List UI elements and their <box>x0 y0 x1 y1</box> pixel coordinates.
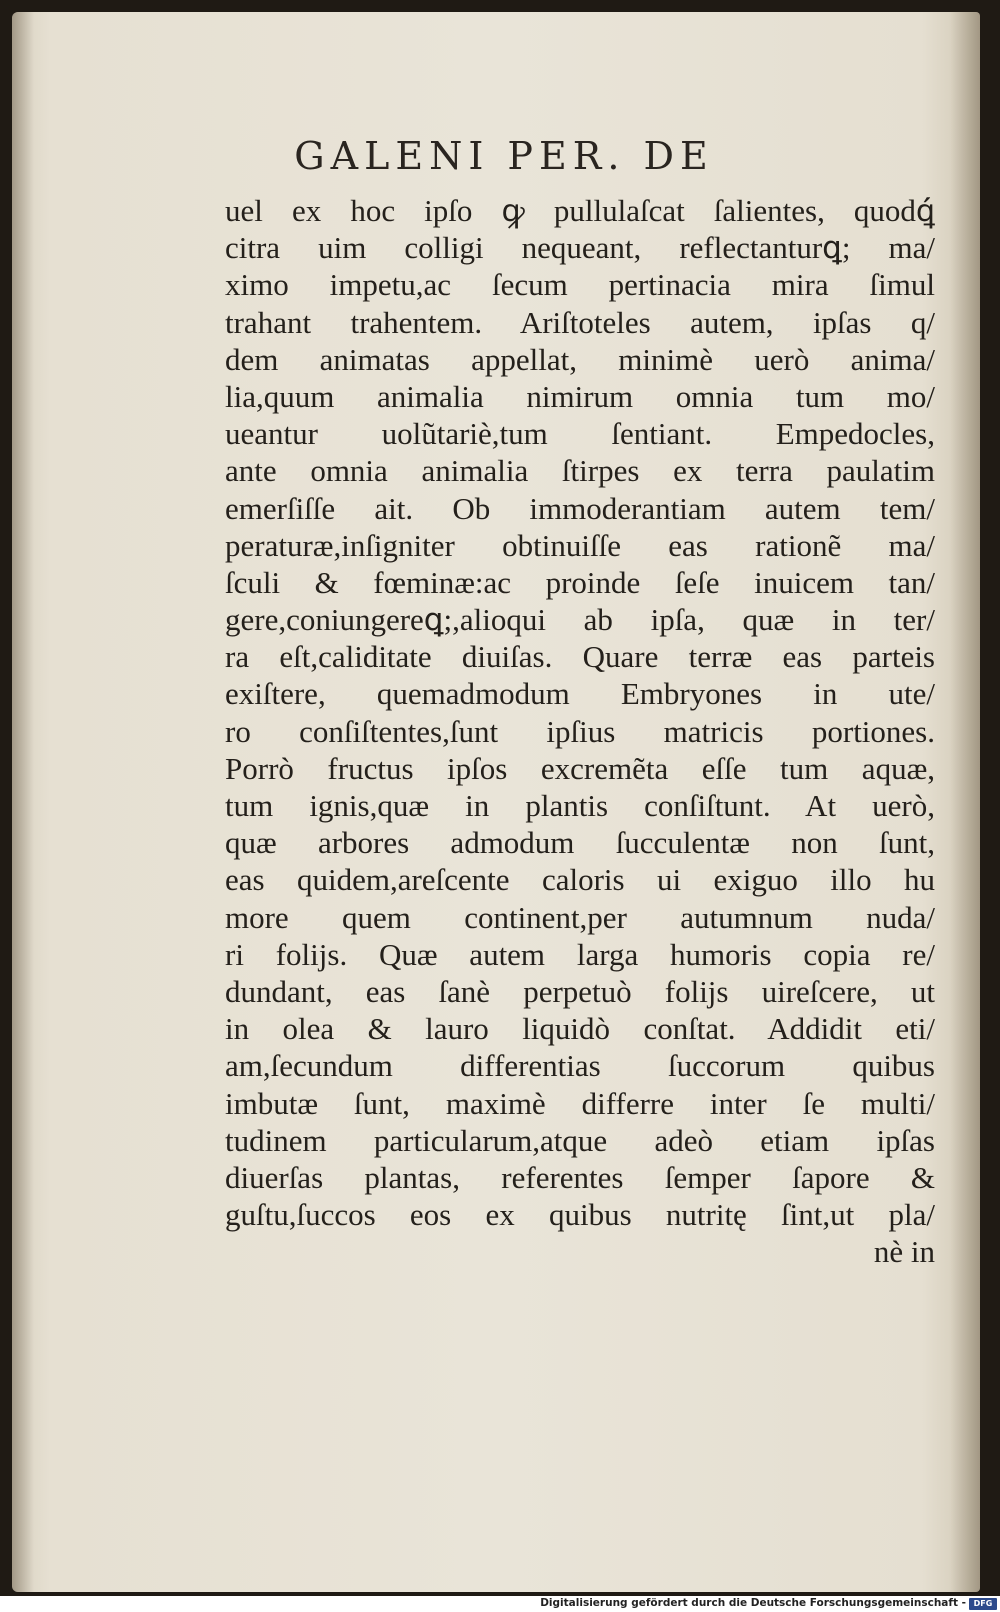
text-line: eas quidem,areſcente caloris ui exiguo illo hu <box>225 862 935 898</box>
dfg-logo-icon: DFG <box>969 1598 997 1610</box>
text-line: peraturæ,inſigniter obtinuiſſe eas rationẽ ma/ <box>225 527 935 563</box>
footer-bar <box>0 1596 1000 1612</box>
text-line: lia,quum animalia nimirum omnia tum mo/ <box>225 378 935 414</box>
text-line: more quem continent,per autumnum nuda/ <box>225 899 935 935</box>
text-line: ri folijs. Quæ autem larga humoris copia re/ <box>225 936 935 972</box>
text-line: dundant, eas ſanè perpetuò folijs uireſcere, ut <box>225 973 935 1009</box>
text-line: imbutæ ſunt, maximè differre inter ſe multi/ <box>225 1085 935 1121</box>
text-line: emerſiſſe ait. Ob immoderantiam autem tem/ <box>225 490 935 526</box>
text-line: gere,coniungereꝗ;,alioqui ab ipſa, quæ in ter/ <box>225 602 935 638</box>
running-head: GALENI PER. DE <box>294 134 714 178</box>
text-line: quæ arbores admodum ſucculentæ non ſunt, <box>225 825 935 861</box>
text-line: diuerſas plantas, referentes ſemper ſapore & <box>225 1159 935 1195</box>
text-line: tudinem particularum,atque adeò etiam ipſas <box>225 1122 935 1158</box>
catchword: nè in <box>873 1234 935 1270</box>
text-line: in olea & lauro liquidò conſtat. Addidit eti/ <box>225 1011 935 1047</box>
text-line: dem animatas appellat, minimè uerò anima/ <box>225 341 935 377</box>
text-line: citra uim colligi nequeant, reflectanturꝗ; ma/ <box>225 230 935 266</box>
text-line: exiſtere, quemadmodum Embryones in ute/ <box>225 676 935 712</box>
text-line: ante omnia animalia ſtirpes ex terra paulatim <box>225 453 935 489</box>
text-line: guſtu,ſuccos eos ex quibus nutritę ſint,ut pla/ <box>225 1197 935 1233</box>
text-line: ueantur uolũtariè,tum ſentiant. Empedocles, <box>225 416 935 452</box>
text-line: ſculi & fœminæ:ac proinde ſeſe inuicem tan/ <box>225 564 935 600</box>
body-text <box>225 192 935 1270</box>
digitization-credit: Digitalisierung gefördert durch die Deutsche Forschungsgemeinschaft - <box>540 1597 966 1609</box>
text-line: uel ex hoc ipſo ꝙ pullulaſcat ſalientes, quodꝗ́ <box>225 193 935 228</box>
text-line: ro conſiſtentes,ſunt ipſius matricis portiones. <box>225 713 935 749</box>
text-line: ra eſt,caliditate diuiſas. Quare terræ eas parteis <box>225 639 935 675</box>
text-line: tum ignis,quæ in plantis conſiſtunt. At uerò, <box>225 788 935 823</box>
text-line: trahant trahentem. Ariſtoteles autem, ipſas q/ <box>225 304 935 340</box>
book-page <box>12 12 980 1592</box>
text-line: ximo impetu,ac ſecum pertinacia mira ſimul <box>225 267 935 303</box>
text-line: am,ſecundum differentias ſuccorum quibus <box>225 1048 935 1084</box>
text-line: Porrò fructus ipſos excremẽta eſſe tum aquæ, <box>225 750 935 786</box>
